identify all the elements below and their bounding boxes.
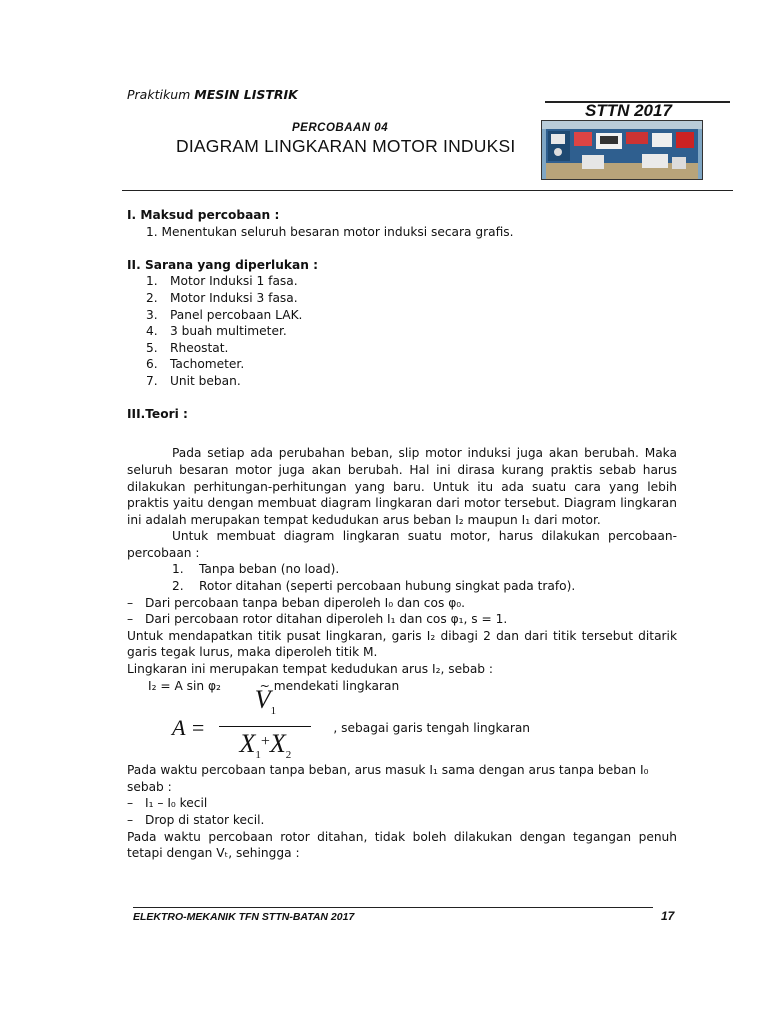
paragraph: Pada waktu percobaan tanpa beban, arus masuk I₁ sama dengan arus tanpa beban I₀ sebab :: [127, 763, 649, 794]
list-item: 1. Motor Induksi 1 fasa.: [146, 274, 298, 289]
footer-text: ELEKTRO-MEKANIK TFN STTN-BATAN 2017: [133, 911, 355, 923]
equipment-list: [127, 273, 677, 389]
footer-rule: [133, 907, 653, 908]
list-item: 4. 3 buah multimeter.: [146, 324, 287, 339]
list-item: 2. Motor Induksi 3 fasa.: [146, 290, 298, 305]
praktikum-prefix: Praktikum: [127, 87, 191, 102]
section-heading-sarana: II. Sarana yang diperlukan :: [127, 257, 319, 272]
paragraph: Untuk mendapatkan titik pusat lingkaran, garis I₂ dibagi 2 dan dari titik tersebut ditarik garis tegak lurus, maka diperoleh titik M.: [127, 628, 677, 660]
section-heading-teori: III.Teori :: [127, 407, 188, 422]
page-number: 17: [661, 909, 675, 923]
list-item: 5. Rheostat.: [146, 340, 229, 355]
praktikum-subject: MESIN LISTRIK: [194, 87, 298, 102]
paragraph: Pada setiap ada perubahan beban, slip motor induksi juga akan berubah. Maka seluruh besaran motor juga akan berubah. Hal ini dirasa kurang praktis sebab harus dilakukan perhitungan-perhitungan yang baru. Untuk itu ada suatu cara yang lebih praktis yaitu dengan membuat diagram lingkaran dari motor tersebut. Diagram lingkaran ini adalah merupakan tempat kedudukan arus beban I₂ maupun I₁ dari motor.: [127, 446, 677, 527]
running-header: [127, 87, 298, 102]
list-item: 7. Unit beban.: [146, 373, 241, 388]
formula-A: A = $\frac{V_1}{X_1^+X_2}$: [172, 686, 311, 770]
experiment-number: PERCOBAAN 04: [292, 122, 389, 134]
equation-line: I₂ = A sin φ₂ ~ mendekati lingkaran: [148, 678, 400, 693]
paragraph: Untuk membuat diagram lingkaran suatu motor, harus dilakukan percobaan-percobaan :: [127, 529, 677, 560]
list-item: – Dari percobaan tanpa beban diperoleh I₀ dan cos φ₀.: [127, 595, 465, 610]
header-rule: [122, 190, 733, 191]
list-item: – Drop di stator kecil.: [127, 813, 265, 827]
org-year: STTN 2017: [585, 101, 672, 120]
list-item: 3. Panel percobaan LAK.: [146, 307, 303, 322]
list-item: – I₁ – I₀ kecil: [127, 796, 208, 811]
page-title: DIAGRAM LINGKARAN MOTOR INDUKSI: [176, 136, 516, 156]
section-heading-maksud: I. Maksud percobaan :: [127, 208, 280, 222]
formula-caption: , sebagai garis tengah lingkaran: [333, 720, 531, 735]
paragraph: Lingkaran ini merupakan tempat kedudukan arus I₂, sebab :: [127, 662, 493, 677]
paragraph: Pada waktu percobaan rotor ditahan, tidak boleh dilakukan dengan tegangan penuh tetapi dengan Vₜ, sehingga :: [127, 829, 677, 861]
list-item: 6. Tachometer.: [146, 357, 245, 372]
list-item: 2. Rotor ditahan (seperti percobaan hubung singkat pada trafo).: [172, 579, 576, 594]
document-body: [127, 207, 677, 862]
formula-block: [172, 685, 677, 762]
list-item: 1. Menentukan seluruh besaran motor induksi secara grafis.: [146, 224, 514, 239]
list-item: 1. Tanpa beban (no load).: [172, 562, 340, 577]
list-item: – Dari percobaan rotor ditahan diperoleh I₁ dan cos φ₁, s = 1.: [127, 612, 508, 627]
lab-equipment-photo: [541, 120, 703, 180]
